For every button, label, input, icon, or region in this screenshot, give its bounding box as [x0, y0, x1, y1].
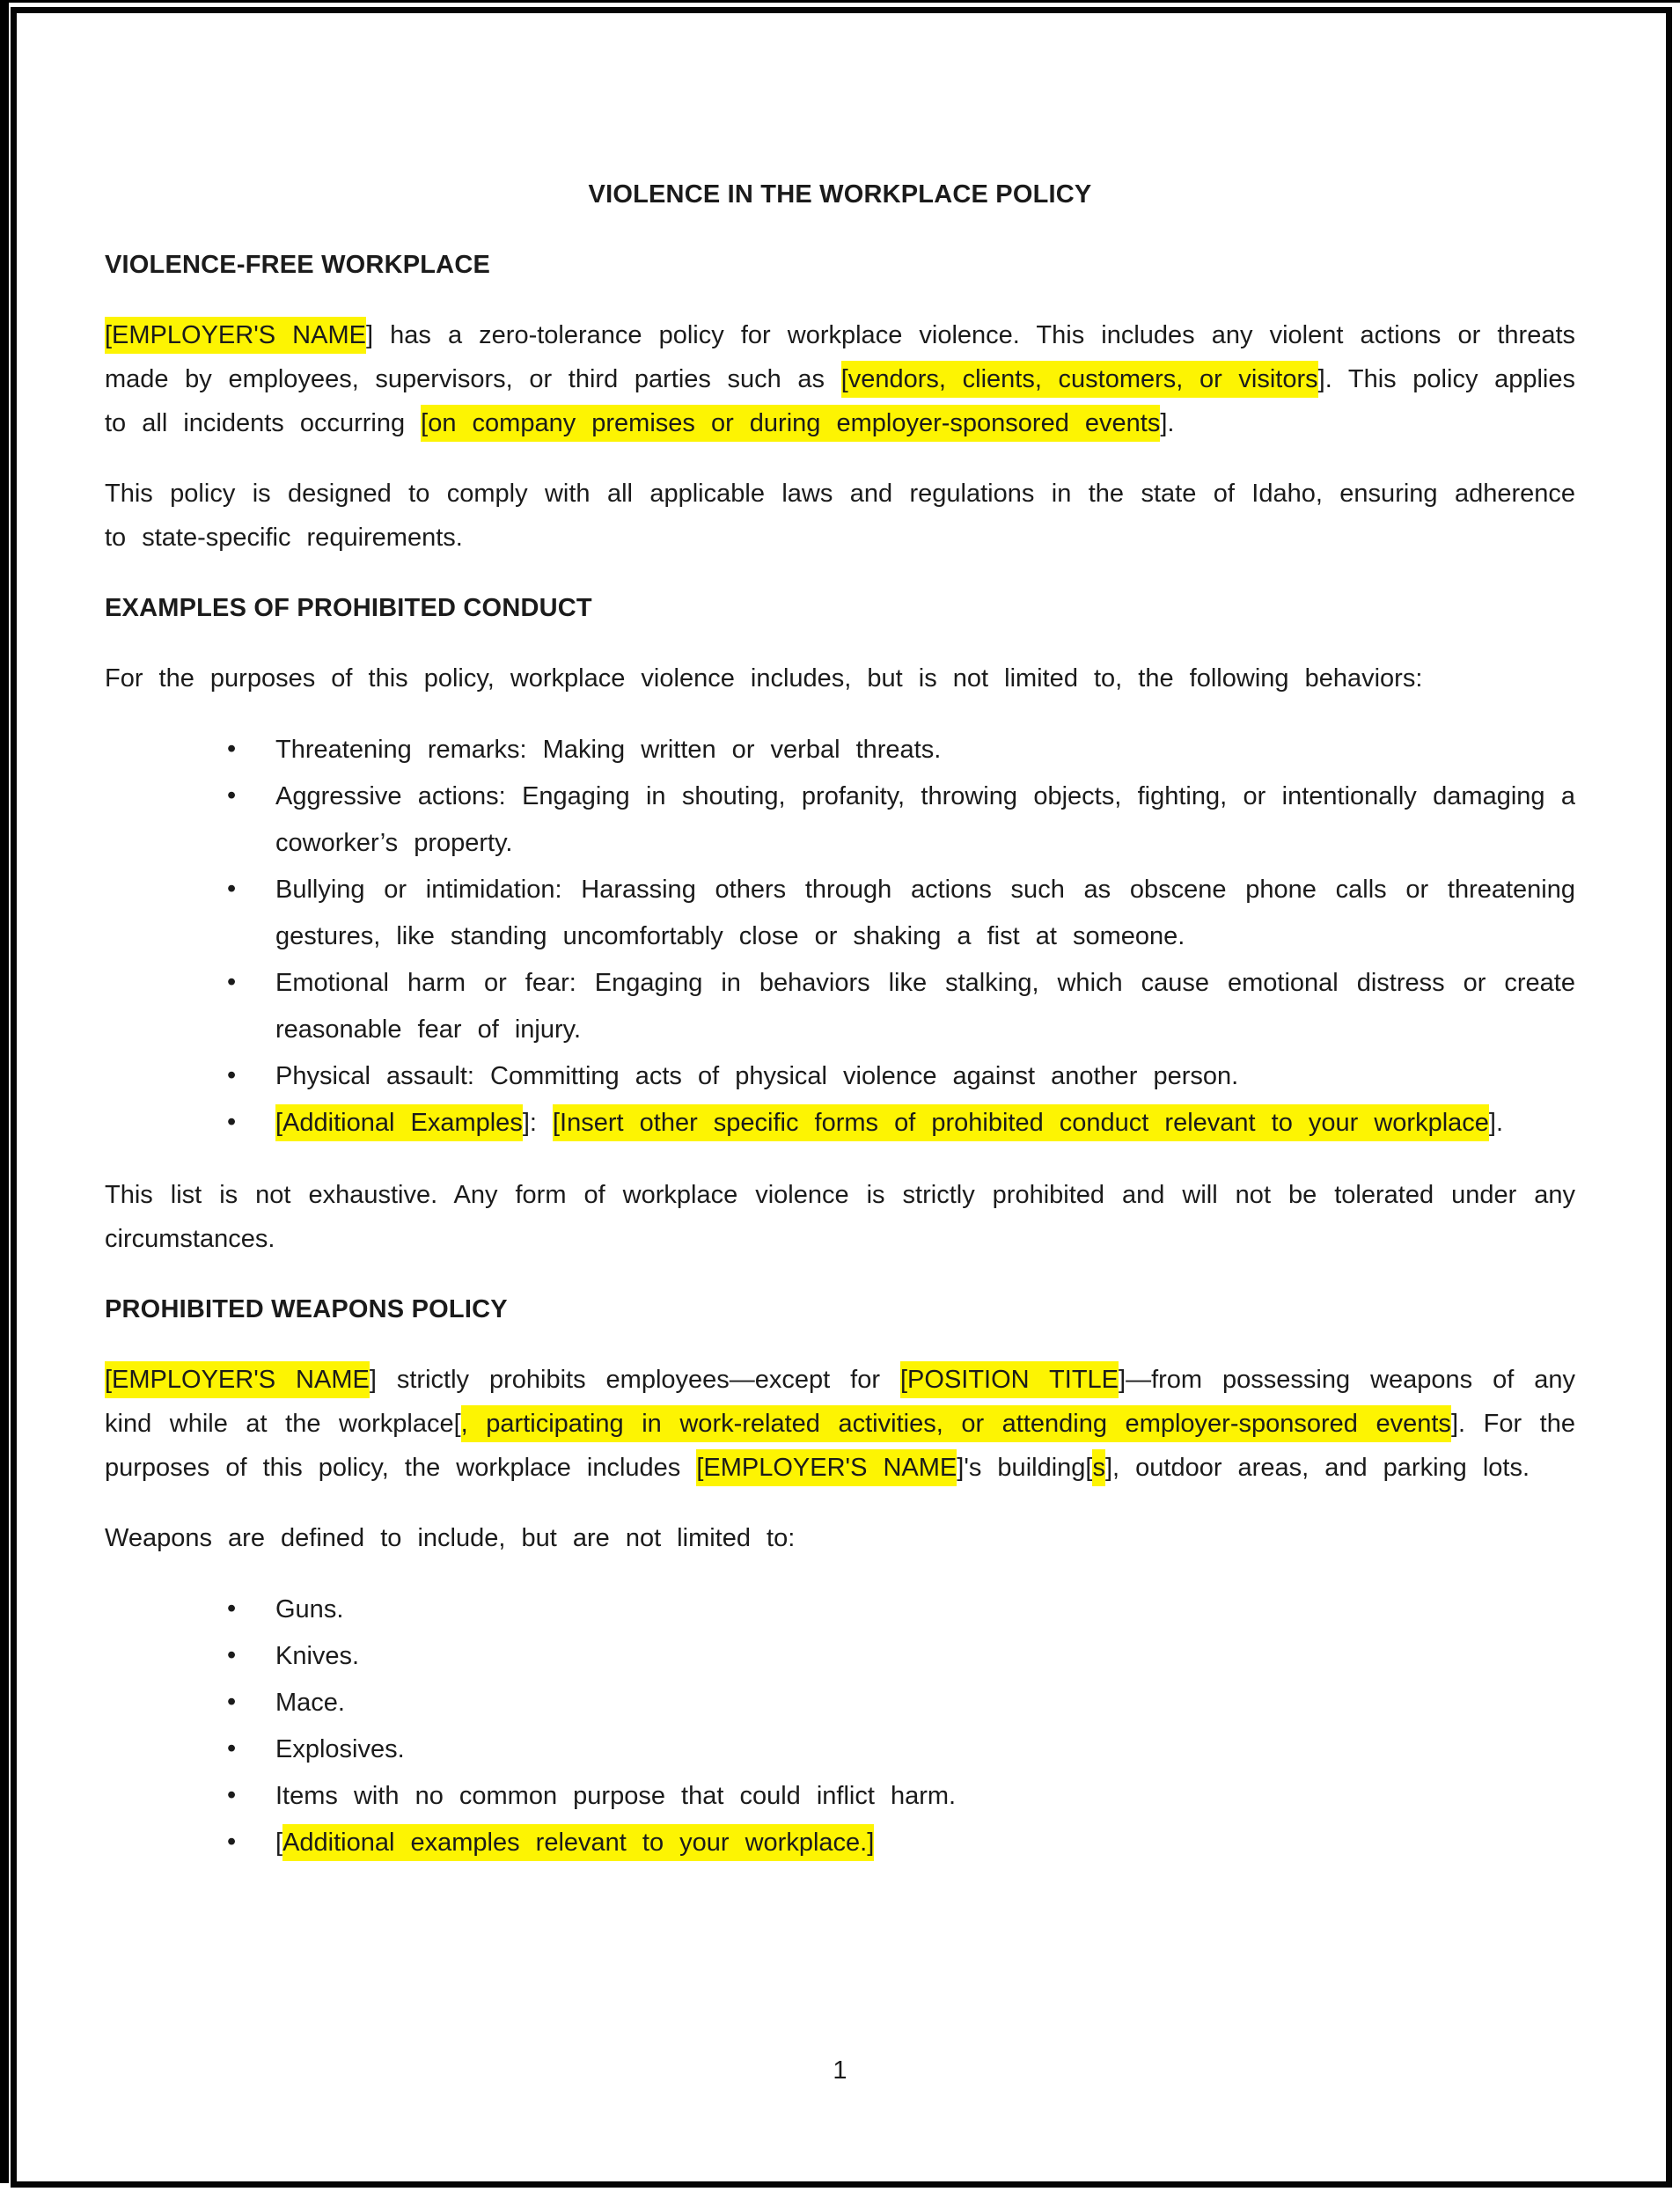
highlighted-placeholder: [vendors, clients, customers, or visitors	[841, 361, 1318, 398]
paragraph	[105, 656, 1575, 700]
text-run: Threatening remarks: Making written or verbal threats.	[275, 736, 942, 764]
bullet-icon: •	[227, 735, 237, 763]
text-run: ], outdoor areas, and parking lots.	[1104, 1454, 1530, 1482]
list-item-text	[275, 1587, 1575, 1633]
list-item-text	[275, 1053, 1575, 1100]
list-item	[227, 1773, 1575, 1820]
bullet-icon: •	[227, 1641, 237, 1669]
highlighted-placeholder: [Insert other specific forms of prohibited conduct relevant to your workplace	[553, 1104, 1489, 1141]
bullet-icon: •	[227, 1594, 237, 1623]
text-run: Items with no common purpose that could inflict harm.	[275, 1782, 957, 1810]
paragraph	[105, 1173, 1575, 1261]
list-item	[227, 1726, 1575, 1773]
bullet-icon: •	[227, 1781, 237, 1809]
bullet-list	[105, 1587, 1575, 1866]
text-run: This list is not exhaustive. Any form of workplace violence is strictly prohibited and will not be tolerated under any circumstances.	[105, 1181, 1575, 1253]
highlighted-placeholder: [EMPLOYER'S NAME	[696, 1449, 957, 1486]
text-run: ].	[1488, 1109, 1504, 1137]
list-item	[227, 727, 1575, 773]
paragraph	[105, 472, 1575, 560]
list-item-text	[275, 773, 1575, 867]
highlighted-placeholder: [EMPLOYER'S NAME	[105, 1361, 370, 1398]
bullet-icon: •	[227, 1688, 237, 1716]
bullet-icon: •	[227, 781, 237, 810]
list-item	[227, 1633, 1575, 1680]
bullet-icon: •	[227, 1108, 237, 1136]
text-run: Bullying or intimidation: Harassing others through actions such as obscene phone calls or threatening gestures, like standing uncomfortably close or shaking a fist at someone.	[275, 876, 1575, 950]
list-item	[227, 1100, 1575, 1147]
bullet-icon: •	[227, 875, 237, 903]
list-item	[227, 960, 1575, 1053]
text-run: Knives.	[275, 1642, 360, 1670]
text-run: ]'s building[	[957, 1454, 1093, 1482]
text-run: This policy is designed to comply with all applicable laws and regulations in the state of Idaho, ensuring adherence to state-specific requirements.	[105, 480, 1575, 552]
text-run: Guns.	[275, 1595, 344, 1624]
text-run: Emotional harm or fear: Engaging in behaviors like stalking, which cause emotional distress or create reasonable fear of injury.	[275, 969, 1575, 1044]
highlighted-placeholder: [EMPLOYER'S NAME	[105, 317, 366, 354]
text-run: ]. For the purposes of this policy, the workplace includes	[105, 1410, 1575, 1482]
list-item-text	[275, 1680, 1575, 1726]
text-run: ]. This policy applies to all incidents occurring	[105, 365, 1575, 437]
paragraph	[105, 313, 1575, 445]
list-item-text	[275, 1633, 1575, 1680]
list-item	[227, 867, 1575, 960]
list-item-text	[275, 1820, 1575, 1866]
section-heading-violence-free-workplace: VIOLENCE-FREE WORKPLACE	[105, 251, 490, 279]
document-body	[105, 172, 1575, 1893]
list-item	[227, 1680, 1575, 1726]
bullet-icon: •	[227, 968, 237, 996]
highlighted-placeholder: Additional examples relevant to your workplace.]	[282, 1824, 874, 1861]
document-title: VIOLENCE IN THE WORKPLACE POLICY	[588, 180, 1092, 209]
highlighted-placeholder: [Additional Examples	[275, 1104, 523, 1141]
list-item	[227, 773, 1575, 867]
list-item-text	[275, 727, 1575, 773]
list-item-text	[275, 1726, 1575, 1773]
list-item-text	[275, 1100, 1575, 1147]
paragraph	[105, 1516, 1575, 1560]
text-run: For the purposes of this policy, workplace violence includes, but is not limited to, the following behaviors:	[105, 664, 1423, 693]
highlighted-placeholder: , participating in work-related activities, or attending employer-sponsored events	[461, 1405, 1451, 1442]
bullet-icon: •	[227, 1828, 237, 1856]
text-run: ]:	[522, 1109, 553, 1137]
highlighted-placeholder: [on company premises or during employer-sponsored events	[421, 405, 1160, 442]
highlighted-placeholder: s	[1092, 1449, 1105, 1486]
text-run: ]—from possessing weapons of any kind while at the workplace[	[105, 1366, 1576, 1438]
list-item-text	[275, 960, 1575, 1053]
page-number: 1	[833, 2056, 847, 2085]
text-run: Explosives.	[275, 1735, 405, 1763]
text-run: Mace.	[275, 1689, 345, 1717]
bullet-list	[105, 727, 1575, 1147]
text-run: Weapons are defined to include, but are not limited to:	[105, 1524, 796, 1552]
list-item	[227, 1820, 1575, 1866]
list-item-text	[275, 1773, 1575, 1820]
bullet-icon: •	[227, 1061, 237, 1089]
text-run: ] has a zero-tolerance policy for workplace violence. This includes any violent actions or threats made by employees, supervisors, or third parties such as	[105, 321, 1576, 393]
list-item	[227, 1587, 1575, 1633]
section-heading-examples-of-prohibited-conduct: EXAMPLES OF PROHIBITED CONDUCT	[105, 594, 592, 622]
text-run: Physical assault: Committing acts of physical violence against another person.	[275, 1062, 1239, 1090]
text-run: Aggressive actions: Engaging in shouting, profanity, throwing objects, fighting, or intentionally damaging a coworker’s property.	[275, 782, 1575, 857]
highlighted-placeholder: [POSITION TITLE	[900, 1361, 1119, 1398]
list-item-text	[275, 867, 1575, 960]
paragraph	[105, 1358, 1575, 1490]
text-run: ] strictly prohibits employees—except for	[369, 1366, 900, 1394]
list-item	[227, 1053, 1575, 1100]
text-run: ].	[1160, 409, 1175, 437]
section-heading-prohibited-weapons-policy: PROHIBITED WEAPONS POLICY	[105, 1295, 508, 1323]
text-run: [	[275, 1829, 283, 1857]
scan-edge-top	[0, 0, 1680, 3]
scan-edge-left	[0, 0, 9, 2183]
bullet-icon: •	[227, 1734, 237, 1763]
